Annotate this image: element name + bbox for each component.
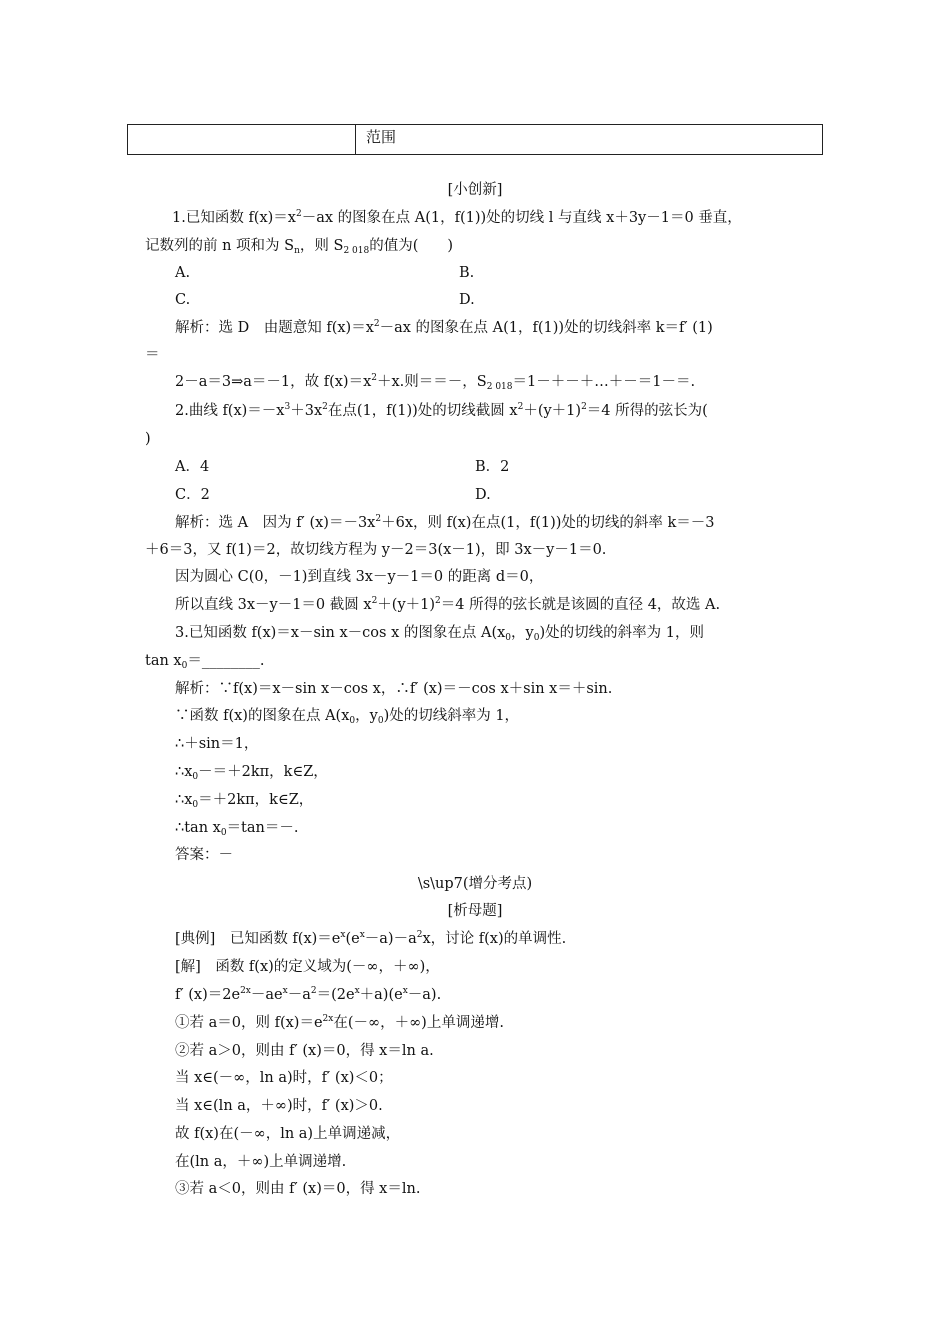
q1-solution-line1: 解析：选 D 由题意知 $f(x)=x^2-ax$ 的图象在点 A(1，f(1))处的切线斜率 k＝f′ (1) [175,319,713,336]
section-heading-innovation: [小创新] [447,182,503,198]
header-table [127,124,823,155]
q3-solution-line1: 解析：∵f(x)＝x－sin x－cos x，∴f′ (x)＝－cos x＋sin x＝＋sin. [175,681,613,697]
q1-solution-line2: 2－a＝3⇒a＝－1，故 $f(x)=x^2+x$.则＝＝－，$S_{2 018}=1-+-+\dots+-=1-=$. [175,373,696,392]
q3-solution-line3: ∴＋sin＝1， [175,736,259,752]
q2-line1: 2.曲线 $f(x)=-x^3+3x^2$在点(1，f(1))处的切线截圆 $x^2+(y+1)^2=4$ 所得的弦长为( [175,402,708,419]
example-line9: 在(ln a，＋∞)上单调递增. [175,1154,347,1170]
q3-line2: $\tan x_0=\_\_\_\_\_\_\_\_$. [145,653,265,671]
example-line2: [解] 函数 f(x)的定义域为(－∞，＋∞)， [175,959,440,975]
q1-option-a: A. [175,265,191,281]
example-line6: 当 x∈(－∞，ln a)时，f′ (x)＜0； [175,1070,393,1086]
q1-solution-line1b: ＝ [145,347,160,363]
section-title-advanced: \s\up7(增分考点) [417,876,533,892]
q3-solution-line6: ∴tan $x_0=\tan=-$. [175,820,299,838]
q2-line2: ) [145,431,151,447]
q1-line1: 1.已知函数 $f(x)=x^2-ax$ 的图象在点 A(1，f(1))处的切线 l 与直线 x＋3y－1＝0 垂直， [172,209,742,226]
q1-option-b: B. [459,265,475,281]
example-line1: [典例] 已知函数 $f(x)=e^x(e^x-a)-a^2x$，讨论 f(x)的单调性. [175,930,567,947]
q2-solution-line2: ＋6＝3，又 f(1)＝2，故切线方程为 y－2＝3(x－1)，即 3x－y－1＝0. [145,542,607,558]
q3-answer: 答案：－ [175,847,233,863]
example-line10: ③若 a＜0，则由 f′ (x)＝0，得 x＝ln. [175,1181,421,1197]
section-heading-mother-problem: [析母题] [447,903,503,919]
q1-option-c: C. [175,292,191,308]
table-cell: 范围 [366,128,397,146]
example-line4: ①若 a＝0，则 $f(x)=e^{2x}$在(－∞，＋∞)上单调递增. [175,1014,504,1031]
q1-option-d: D. [459,292,475,308]
q2-solution-line4: 所以直线 3x－y－1＝0 截圆 $x^2+(y+1)^2=4$ 所得的弦长就是该圆的直径 4，故选 A. [175,596,721,613]
q2-option-c: C．2 [175,487,210,503]
q3-line1: 3.已知函数 f(x)＝x－sin x－cos x 的图象在点 $A(x_0$，$y_0$)处的切线的斜率为 1，则 [175,625,704,643]
example-line5: ②若 a＞0，则由 f′ (x)＝0，得 x＝ln a. [175,1043,434,1059]
example-line7: 当 x∈(ln a，＋∞)时，f′ (x)＞0. [175,1098,383,1114]
q3-solution-line5: $\therefore x_0=+2k\pi$，k∈Z， [175,792,314,810]
q2-option-d: D. [475,487,491,503]
example-line8: 故 f(x)在(－∞，ln a)上单调递减， [175,1126,401,1142]
q1-line2: 记数列的前 n 项和为 $S_n$，则 $S_{2 018}$的值为( ) [145,238,454,256]
q2-solution-line3: 因为圆心 C(0，－1)到直线 3x－y－1＝0 的距离 d＝0， [175,569,544,585]
q3-solution-line4: $\therefore x_0-=+2k\pi$，k∈Z， [175,764,328,782]
q2-solution-line1: 解析：选 A 因为 f′ $(x)=-3x^2+6x$，则 f(x)在点(1，f(1))处的切线的斜率 k＝－3 [175,514,715,531]
example-line3: f′ $(x)=2e^{2x}-ae^x-a^2=(2e^x+a)(e^x-a)$. [175,986,442,1003]
q2-option-b: B．2 [475,459,510,475]
table-divider [355,125,356,154]
q3-solution-line2: ∵函数 f(x)的图象在点 $A(x_0$，$y_0$)处的切线斜率为 1， [175,708,520,726]
q2-option-a: A．4 [175,459,210,475]
